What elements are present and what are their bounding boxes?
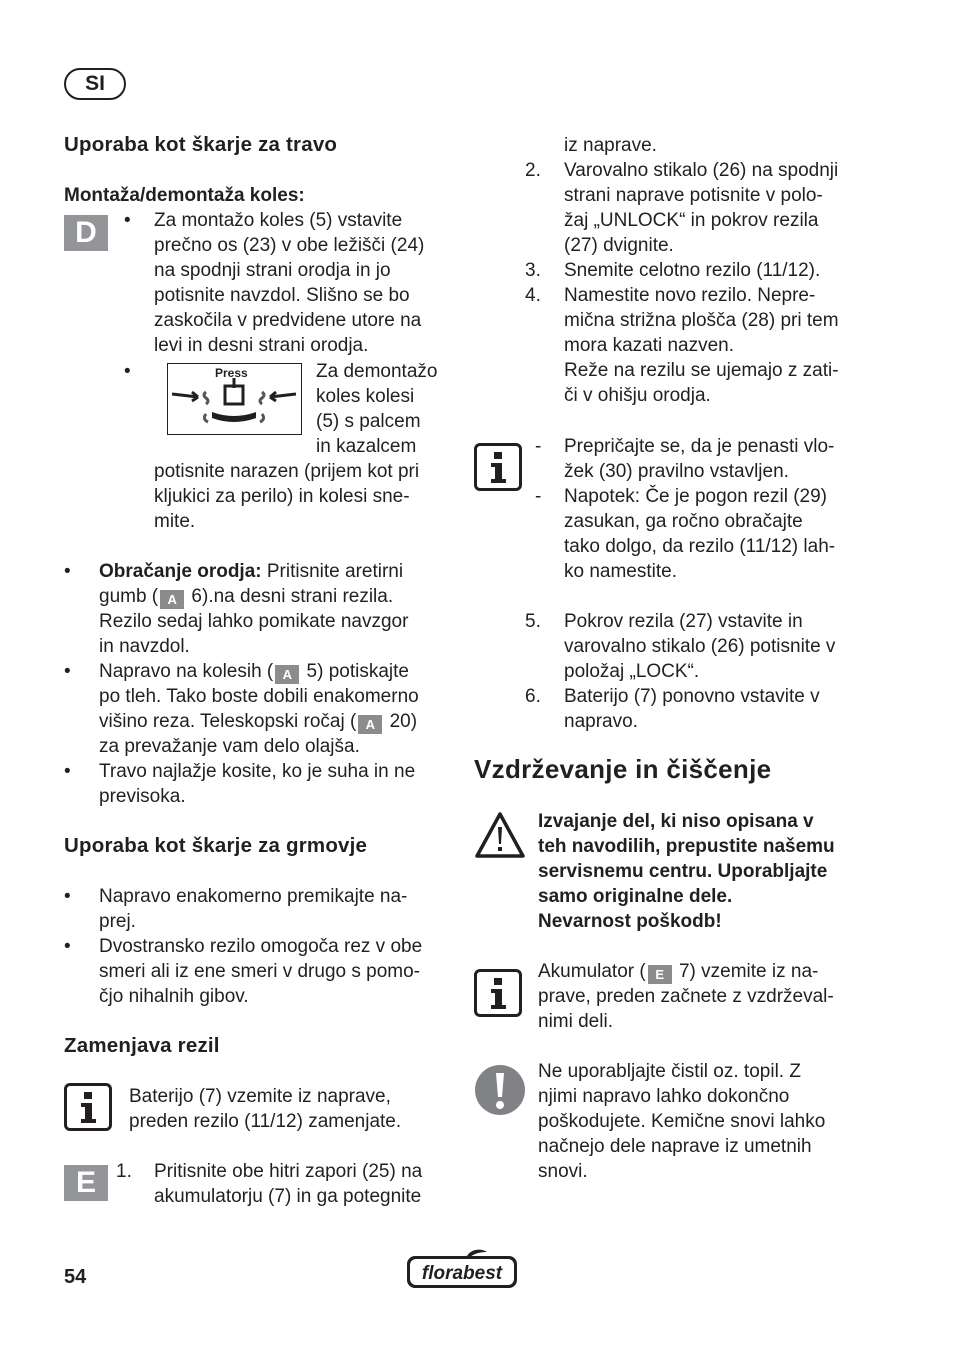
step-number: 2.	[525, 160, 541, 181]
figure-ref-e: E	[648, 965, 672, 984]
accumulator-text: Akumulator ( E 7) vzemite iz na- prave, preden začnete z vzdrževal- nimi deli.	[538, 961, 834, 1032]
bullet-marker: •	[64, 761, 71, 782]
bullet-marker: •	[124, 361, 131, 382]
heading-maintenance: Vzdrževanje in čiščenje	[474, 754, 772, 784]
step-1-text: Pritisnite obe hitri zapori (25) na akumulatorju (7) in ga potegnite	[154, 1161, 423, 1207]
wheels-heading: Montaža/demontaža koles:	[64, 185, 305, 206]
press-label: Press	[215, 366, 248, 380]
note-blade-drive: Napotek: Če je pogon rezil (29) zasukan, ga ročno obračajte tako dolgo, da rezilo (11/12) lah- ko namestite.	[564, 486, 836, 582]
language-badge: SI	[64, 68, 126, 100]
bullet-marker: •	[64, 561, 71, 582]
figure-ref-a: A	[275, 665, 299, 684]
dash-marker: -	[535, 486, 542, 507]
info-icon	[474, 443, 522, 491]
step-number: 3.	[525, 260, 541, 281]
step-1-continued: iz naprave.	[564, 135, 657, 156]
dry-grass-paragraph: Travo najlažje kosite, ko je suha in ne previsoka.	[99, 761, 416, 807]
note-foam-insert: Prepričajte se, da je penasti vlo- žek (30) pravilno vstavljen.	[564, 436, 835, 482]
heading-grass-shears: Uporaba kot škarje za travo	[64, 133, 338, 156]
figure-badge-d: D	[64, 215, 108, 251]
brand-logo	[405, 1248, 519, 1290]
figure-ref-a: A	[358, 715, 382, 734]
info-icon	[474, 969, 522, 1017]
step-2-text: Varovalno stikalo (26) na spodnji strani naprave potisnite v polo- žaj „UNLOCK“ in pokrov rezila (27) dvignite.	[564, 160, 839, 256]
step-6-text: Baterijo (7) ponovno vstavite v napravo.	[564, 686, 820, 732]
brand-wordmark: florabest	[421, 1263, 503, 1284]
bullet-marker: •	[64, 936, 71, 957]
step-number: 5.	[525, 611, 541, 632]
warning-text: Izvajanje del, ki niso opisana v teh navodilih, prepustite našemu servisnemu centru. Uporabljajte samo originalne dele. Nevarnost poškodb!	[538, 811, 835, 932]
exclamation-icon	[474, 1064, 526, 1116]
page-number: 54	[64, 1266, 87, 1288]
hedge-bullet-2: Dvostransko rezilo omogoča rez v obe smeri ali iz ene smeri v drugo s pomo- čjo nihalnih gibov.	[99, 936, 423, 1007]
push-paragraph: Napravo na kolesih ( A 5) potiskajte po tleh. Tako boste dobili enakomerno višino reza. Teleskopski ročaj ( A 20) za prevažanje vam delo olajša.	[99, 661, 419, 757]
wheels-bullet-2-side: Za demontažo koles kolesi (5) s palcem in kazalcem	[316, 361, 438, 457]
step-number: 4.	[525, 285, 541, 306]
blade-info-text: Baterijo (7) vzemite iz naprave, preden rezilo (11/12) zamenjate.	[129, 1086, 402, 1132]
bullet-marker: •	[64, 886, 71, 907]
info-icon	[64, 1083, 112, 1131]
figure-badge-e: E	[64, 1165, 108, 1201]
turn-tool-paragraph: Obračanje orodja: Pritisnite aretirni gumb ( A 6).na desni strani rezila. Rezilo sedaj lahko pomikate navzgor in navzdol.	[99, 561, 409, 657]
bullet-marker: •	[64, 661, 71, 682]
step-4-text: Namestite novo rezilo. Nepre- mična strižna plošča (28) pri tem mora kazati nazven. Reže na rezilu se ujemajo z zati- či v ohišju orodja.	[564, 285, 839, 406]
step-number: 6.	[525, 686, 541, 707]
press-illustration-icon	[168, 364, 300, 433]
step-3-text: Snemite celotno rezilo (11/12).	[564, 260, 821, 281]
cleaning-text: Ne uporabljajte čistil oz. topil. Z njimi napravo lahko dokončno poškodujete. Kemične snovi lahko načnejo dele naprave iz umetnih snovi.	[538, 1061, 826, 1182]
step-number: 1.	[116, 1161, 132, 1182]
heading-hedge-shears: Uporaba kot škarje za grmovje	[64, 834, 368, 857]
heading-blade-replacement: Zamenjava rezil	[64, 1034, 220, 1057]
wheels-bullet-1: Za montažo koles (5) vstavite prečno os (23) v obe ležišči (24) na spodnji strani orodja in jo potisnite navzdol. Slišno se bo zaskočila v predvidene utore na levi in desni strani orodja.	[154, 210, 425, 356]
wheels-bullet-2-rest: potisnite narazen (prijem kot pri kljukici za perilo) in kolesi sne- mite.	[154, 461, 420, 532]
press-wheel-illustration	[167, 363, 302, 435]
bullet-marker: •	[124, 210, 131, 231]
step-5-text: Pokrov rezila (27) vstavite in varovalno stikalo (26) potisnite v položaj „LOCK“.	[564, 611, 836, 682]
figure-ref-a: A	[160, 590, 184, 609]
dash-marker: -	[535, 436, 542, 457]
warning-triangle-icon	[474, 811, 526, 859]
hedge-bullet-1: Napravo enakomerno premikajte na- prej.	[99, 886, 408, 932]
